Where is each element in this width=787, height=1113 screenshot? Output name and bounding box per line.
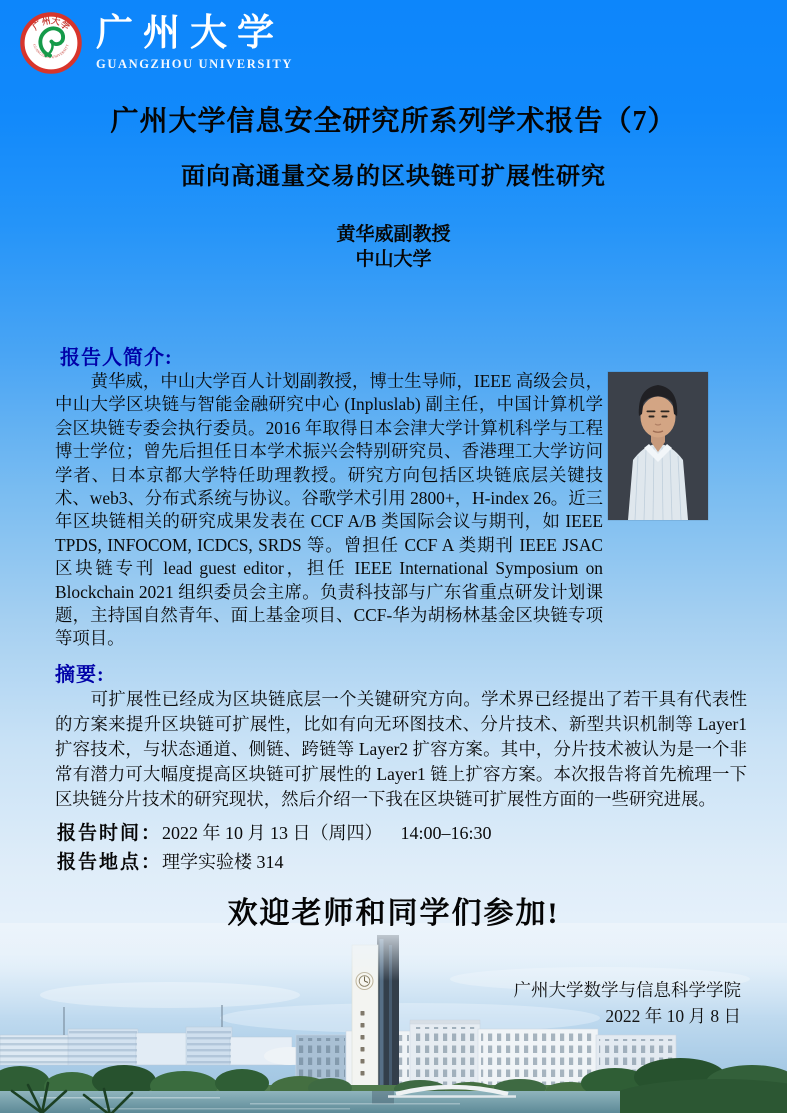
university-brand xyxy=(20,12,293,74)
footer-block xyxy=(514,977,742,1029)
welcome-message: 欢迎老师和同学们参加! xyxy=(227,897,560,930)
talk-title: 面向高通量交易的区块链可扩展性研究 xyxy=(181,164,606,190)
location-label: 报告地点： xyxy=(57,852,163,873)
seal-bottom-text: GUANGZHOU UNIVERSITY xyxy=(32,43,70,60)
time-label: 报告时间： xyxy=(57,823,163,844)
university-name-en: GUANGZHOU UNIVERSITY xyxy=(96,57,293,71)
abstract-text: 可扩展性已经成为区块链底层一个关键研究方向。学术界已经提出了若干具有代表性的方案来提升区块链可扩展性，比如有向无环图技术、分片技术、新型共识机制等 Layer1 扩容技术，与状态通道、侧链、跨链等 Layer2 扩容方案。其中，分片技术被认为是一个非常有潜力可大幅度提高区块链可扩展性的 Layer1 链上扩容方案。本次报告将首先梳理一下区块链分片技术的研究现状，然后介绍一下我在区块链可扩展性方面的一些研究进展。 xyxy=(55,689,747,809)
speaker-affiliation: 中山大学 xyxy=(355,249,432,270)
bio-text: 黄华威，中山大学百人计划副教授，博士生导师，IEEE 高级会员，中山大学区块链与智能金融研究中心 (Inpluslab) 副主任，中国计算机学会区块链专委会执行委员。2016 年取得日本会津大学计算机科学与工程博士学位；曾先后担任日本学术振兴会特别研究员、香港理工大学访问学者、日本京都大学特任助理教授。研究方向包括区块链底层关键技术、web3、分布式系统与协议。谷歌学术引用 2800+，H-index 26。近三年区块链相关的研究成果发表在 CCF A/B 类国际会议与期刊，如 IEEE TPDS, INFOCOM, ICDCS, SRDS 等。曾担任 CCF A 类期刊 IEEE JSAC 区块链专刊 lead guest editor，担任 IEEE International Symposium on Blockchain 2021 组织委员会主席。负责科技部与广东省重点研发计划课题，主持国自然青年、面上基金项目、CCF-华为胡杨林基金区块链专项等项目。 xyxy=(55,371,603,649)
university-seal-icon xyxy=(20,12,82,74)
abstract-heading: 摘要: xyxy=(55,664,105,686)
schedule-location-row xyxy=(57,847,284,874)
speaker-name: 黄华威副教授 xyxy=(336,224,451,245)
series-title: 广州大学信息安全研究所系列学术报告（7） xyxy=(110,106,677,137)
speaker-block xyxy=(0,222,787,272)
university-name xyxy=(96,12,293,72)
footer-organizer: 广州大学数学与信息科学学院 xyxy=(513,980,741,1000)
seal-top-text: 广州大学 xyxy=(30,15,72,33)
time-value: 2022 年 10 月 13 日（周四） 14:00–16:30 xyxy=(162,823,492,843)
bio-heading: 报告人简介: xyxy=(60,347,173,369)
schedule-time-row xyxy=(57,818,492,845)
university-name-cn: 广州大学 xyxy=(96,13,284,54)
speaker-photo xyxy=(608,372,708,520)
location-value: 理学实验楼 314 xyxy=(162,852,284,872)
footer-date: 2022 年 10 月 8 日 xyxy=(605,1006,741,1026)
